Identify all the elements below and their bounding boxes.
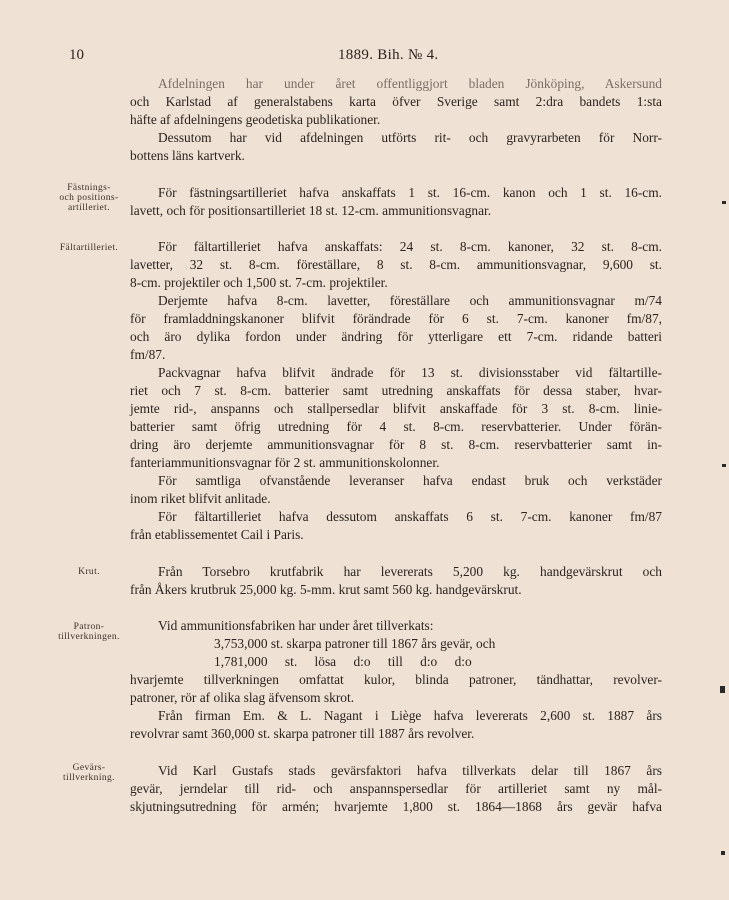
text-line: 1,781,000 st. lösa d:o till d:o d:o [214,654,472,669]
margin-note-patron [48,622,130,642]
scan-mark [722,201,726,204]
margin-note-line: Patron- [73,622,105,632]
text-line: Dessutom har vid afdelningen utförts rit- och gravyrarbeten för Norr- [158,130,662,145]
text-line: riet och 7 st. 8-cm. batterier samt utredning anskaffats för dessa staber, hvar- [130,383,662,398]
margin-note-line: Fältartilleriet. [59,243,119,253]
text-line: batterier samt öfrig utredning för 4 st. 8-cm. reservbatterier. Under förän- [130,419,662,434]
text-line: gevär, jerndelar till rid- och anspannspersedlar för artilleriet samt ny mål- [130,781,662,796]
scan-mark [722,464,726,467]
text-line: Från firman Em. & L. Nagant i Liège hafva levererats 2,600 st. 1887 års [158,708,662,723]
scan-mark [720,686,725,693]
text-line: från Åkers krutbruk 25,000 kg. 5-mm. krut samt 560 kg. handgevärskrut. [130,582,522,597]
margin-note-krut [48,567,130,577]
text-line: För fältartilleriet hafva anskaffats: 24 st. 8-cm. kanoner, 32 st. 8-cm. [158,239,662,254]
text-line: Afdelningen har under året offentliggjort bladen Jönköping, Askersund [158,76,662,91]
text-line: 3,753,000 st. skarpa patroner till 1867 års gevär, och [214,636,496,651]
text-line: Vid Karl Gustafs stads gevärsfaktori hafva tillverkats delar till 1867 års [158,763,662,778]
text-line: inom riket blifvit anlitade. [130,491,271,506]
text-line: För fästningsartilleriet hafva anskaffats 1 st. 16-cm. kanon och 1 st. 16-cm. [158,185,662,200]
margin-note-gevars [48,763,130,783]
scan-mark [721,851,725,855]
text-line: och Karlstad af generalstabens karta öfver Sverige samt 2:dra bandets 1:sta [130,94,662,109]
margin-note-line: artilleriet. [68,203,110,213]
text-line: häfte af afdelningens geodetiska publikationer. [130,112,381,127]
text-line: fanteriammunitionsvagnar för 2 st. ammunitionskolonner. [130,455,440,470]
margin-note-line: och positions- [59,193,119,203]
page-header [0,47,729,67]
text-line: skjutningsutredning för armén; hvarjemte 1,800 st. 1864—1868 års gevär hafva [130,799,662,814]
text-line: hvarjemte tillverkningen omfattat kulor, blinda patroner, tändhattar, revolver- [130,672,662,687]
page-number: 10 [69,47,84,63]
text-line: Derjemte hafva 8-cm. lavetter, föreställare och ammunitionsvagnar m/74 [158,293,662,308]
text-line: För fältartilleriet hafva dessutom anskaffats 6 st. 7-cm. kanoner fm/87 [158,509,662,524]
margin-note-faltartilleriet [48,243,130,253]
text-line: och äro dylika fordon under ändring för ytterligare ett 7-cm. ridande batteri [130,329,662,344]
margin-note-fastnings [48,183,130,213]
margin-note-line: tillverkning. [63,773,115,783]
margin-note-line: Krut. [78,567,100,577]
text-line: Vid ammunitionsfabriken har under året tillverkats: [158,618,434,633]
margin-note-line: tillverkningen. [58,632,120,642]
text-line: 8-cm. projektiler och 1,500 st. 7-cm. projektiler. [130,275,388,290]
text-line: lavetter, 32 st. 8-cm. föreställare, 8 st. 8-cm. ammunitionsvagnar, 9,600 st. [130,257,662,272]
running-head: 1889. Bih. № 4. [338,47,439,63]
text-line: Packvagnar hafva blifvit ändrade för 13 st. divisionsstaber vid fältartille- [158,365,662,380]
text-line: För samtliga ofvanstående leveranser hafva endast bruk och verkstäder [158,473,662,488]
text-line: dring äro derjemte ammunitionsvagnar för 8 st. 8-cm. reservbatterier samt in- [130,437,662,452]
text-line: bottens läns kartverk. [130,148,245,163]
text-line: fm/87. [130,347,166,362]
margin-note-line: Fästnings- [67,183,111,193]
text-line: patroner, rör af olika slag äfvensom skrot. [130,690,355,705]
margin-note-line: Gevärs- [72,763,106,773]
text-line: lavett, och för positionsartilleriet 18 st. 12-cm. ammunitionsvagnar. [130,203,492,218]
text-line: revolvrar samt 360,000 st. skarpa patroner till 1887 års revolver. [130,726,475,741]
text-line: från etablissementet Cail i Paris. [130,527,304,542]
text-line: Från Torsebro krutfabrik har levererats 5,200 kg. handgevärskrut och [158,564,662,579]
text-line: för framladdningskanoner blifvit förändrade för 6 st. 7-cm. kanoner fm/87, [130,311,662,326]
text-line: jemte rid-, anspanns och stallpersedlar blifvit anskaffade för 3 st. 8-cm. linie- [130,401,662,416]
